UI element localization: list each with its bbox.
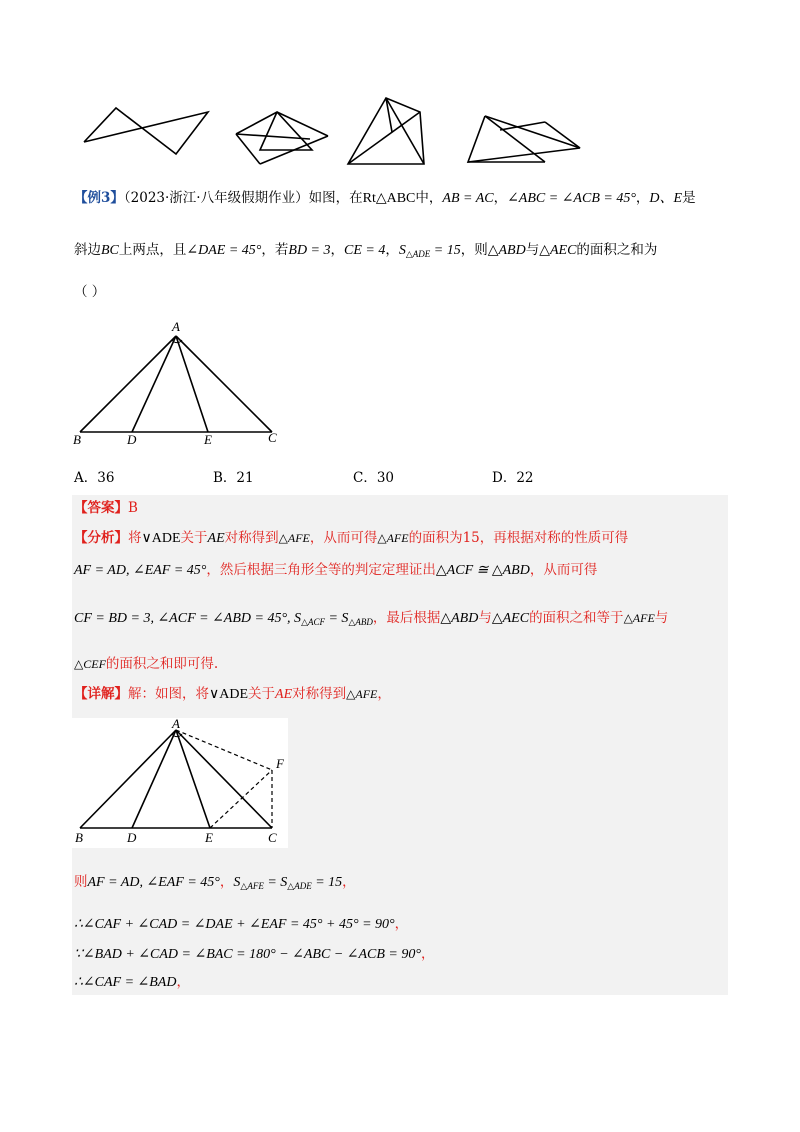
detail-line-3 bbox=[74, 914, 408, 935]
math: AF = AD, ∠EAF = 45° bbox=[74, 563, 207, 578]
top-figures bbox=[70, 92, 600, 174]
text: ，从而可得 bbox=[309, 530, 378, 546]
option-b[interactable]: B．21 bbox=[213, 470, 254, 486]
math: △ABD bbox=[440, 611, 479, 626]
text: ，则 bbox=[460, 242, 488, 258]
text: ， bbox=[342, 874, 356, 890]
math: △AFE bbox=[377, 531, 409, 545]
text: 斜边 bbox=[74, 242, 101, 258]
text: 的面积为15，再根据对称的性质可得 bbox=[408, 530, 629, 546]
subscript: △AFE bbox=[240, 881, 264, 891]
math: ∨ADE bbox=[209, 687, 249, 702]
math: AE bbox=[275, 687, 293, 702]
text: ， bbox=[420, 946, 435, 962]
text: CF = BD = 3, ∠ACF = ∠ABD = 45°, S bbox=[74, 611, 302, 626]
text: ， bbox=[330, 242, 344, 258]
text: 的面积之和等于 bbox=[529, 610, 624, 626]
math: ∴∠CAF + ∠CAD = ∠DAE + ∠EAF = 45° + 45° = 90° bbox=[74, 917, 395, 932]
example-tag: 【例3】 bbox=[74, 190, 124, 206]
math: △AEC bbox=[491, 611, 530, 626]
top-figure-2 bbox=[236, 112, 328, 164]
answer-bracket: （ ） bbox=[74, 284, 106, 300]
analysis-line-3 bbox=[74, 608, 668, 632]
text: 解：如图，将 bbox=[128, 686, 209, 702]
detail-label-c: C bbox=[268, 830, 277, 845]
text: 与 bbox=[525, 242, 540, 258]
example-source: （2023·浙江·八年级假期作业） bbox=[123, 190, 309, 206]
analysis-tag: 【分析】 bbox=[74, 530, 128, 546]
text: 与 bbox=[478, 610, 492, 626]
detail-label-a: A bbox=[172, 718, 180, 731]
text: 将 bbox=[128, 530, 142, 546]
math-de: D、E bbox=[649, 191, 683, 206]
math-bc: BC bbox=[101, 243, 119, 258]
math-abd: △ABD bbox=[487, 243, 526, 258]
detail-label-b: B bbox=[75, 830, 83, 845]
math: ∴∠CAF = ∠BAD bbox=[74, 975, 177, 990]
top-figure-3 bbox=[348, 98, 424, 164]
text: 关于 bbox=[180, 530, 208, 546]
label-c: C bbox=[268, 430, 277, 445]
math: AF = AD, ∠EAF = 45° bbox=[87, 875, 220, 890]
detail-label-e: E bbox=[205, 830, 213, 845]
math-ce: CE = 4 bbox=[344, 243, 386, 258]
text: 与 bbox=[654, 610, 669, 626]
example-line-2 bbox=[74, 240, 657, 264]
text: ， bbox=[635, 190, 650, 206]
text: = S bbox=[263, 875, 288, 890]
text: 对称得到 bbox=[292, 686, 347, 702]
detail-figure bbox=[72, 718, 288, 848]
math: △AFE bbox=[278, 531, 310, 545]
answer-value: B bbox=[128, 500, 138, 516]
top-figure-1 bbox=[84, 108, 208, 154]
text: 中， bbox=[415, 190, 443, 206]
label-e: E bbox=[204, 432, 212, 447]
text: ，最后根据 bbox=[372, 610, 441, 626]
detail-label-f: F bbox=[276, 756, 284, 771]
text: 的面积之和即可得. bbox=[105, 656, 219, 672]
text: = 15 bbox=[430, 243, 461, 258]
detail-line-2 bbox=[74, 872, 356, 896]
math-ab-ac: AB = AC bbox=[442, 191, 494, 206]
detail-line-1 bbox=[74, 684, 391, 705]
subscript: △ABD bbox=[348, 617, 373, 627]
text: ，然后根据三角形全等的判定定理证出 bbox=[206, 562, 436, 578]
answer-tag: 【答案】 bbox=[74, 500, 128, 516]
math: ∵∠BAD + ∠CAD = ∠BAC = 180° − ∠ABC − ∠ACB = 90° bbox=[74, 947, 421, 962]
detail-label-d: D bbox=[127, 830, 137, 845]
main-figure bbox=[68, 318, 290, 448]
text: ， bbox=[394, 916, 409, 932]
text: S bbox=[398, 243, 406, 258]
math-angles: ∠ABC = ∠ACB = 45° bbox=[507, 191, 636, 206]
example-line-1 bbox=[74, 188, 696, 209]
text: ， bbox=[176, 974, 190, 990]
math-rt-abc: Rt△ABC bbox=[362, 191, 416, 206]
label-a: A bbox=[172, 319, 180, 334]
label-b: B bbox=[73, 432, 81, 447]
text: = S bbox=[324, 611, 349, 626]
text: 如图，在 bbox=[308, 190, 363, 206]
text: 是 bbox=[682, 190, 696, 206]
text: ， bbox=[219, 874, 234, 890]
detail-tag: 【详解】 bbox=[74, 686, 128, 702]
math: △ACF ≅ △ABD bbox=[435, 563, 530, 578]
math bbox=[74, 611, 373, 626]
option-d[interactable]: D．22 bbox=[492, 470, 534, 486]
math: AE bbox=[207, 531, 225, 546]
top-figure-4 bbox=[468, 116, 580, 162]
answer-line bbox=[74, 498, 138, 518]
text: ，若 bbox=[261, 242, 289, 258]
subscript: △ADE bbox=[405, 249, 431, 259]
text: 上两点，且 bbox=[118, 242, 187, 258]
math-bd: BD = 3 bbox=[288, 243, 331, 258]
math: △AFE bbox=[623, 611, 655, 625]
math bbox=[233, 875, 342, 890]
text: ， bbox=[493, 190, 508, 206]
text: ， bbox=[385, 242, 399, 258]
text: ， bbox=[377, 686, 391, 702]
analysis-line-2 bbox=[74, 560, 597, 581]
math: △AFE bbox=[346, 687, 378, 701]
math-s-ade bbox=[399, 243, 461, 258]
analysis-line-4 bbox=[74, 654, 218, 674]
text: 对称得到 bbox=[224, 530, 279, 546]
detail-line-4 bbox=[74, 944, 434, 965]
text: 的面积之和为 bbox=[576, 242, 658, 258]
text: S bbox=[233, 875, 241, 890]
text: = 15 bbox=[311, 875, 343, 890]
math-aec: △AEC bbox=[539, 243, 577, 258]
label-d: D bbox=[127, 432, 137, 447]
math: △CEF bbox=[74, 657, 106, 671]
text: 则 bbox=[74, 874, 88, 890]
subscript: △ACF bbox=[301, 617, 325, 627]
detail-line-5 bbox=[74, 972, 190, 993]
math-dae: ∠DAE = 45° bbox=[186, 243, 262, 258]
text: ，从而可得 bbox=[529, 562, 598, 578]
text: 关于 bbox=[248, 686, 276, 702]
subscript: △ADE bbox=[287, 881, 312, 891]
analysis-line-1 bbox=[74, 528, 628, 549]
option-a[interactable]: A．36 bbox=[74, 470, 115, 486]
math: ∨ADE bbox=[141, 531, 181, 546]
option-c[interactable]: C．30 bbox=[353, 470, 395, 486]
